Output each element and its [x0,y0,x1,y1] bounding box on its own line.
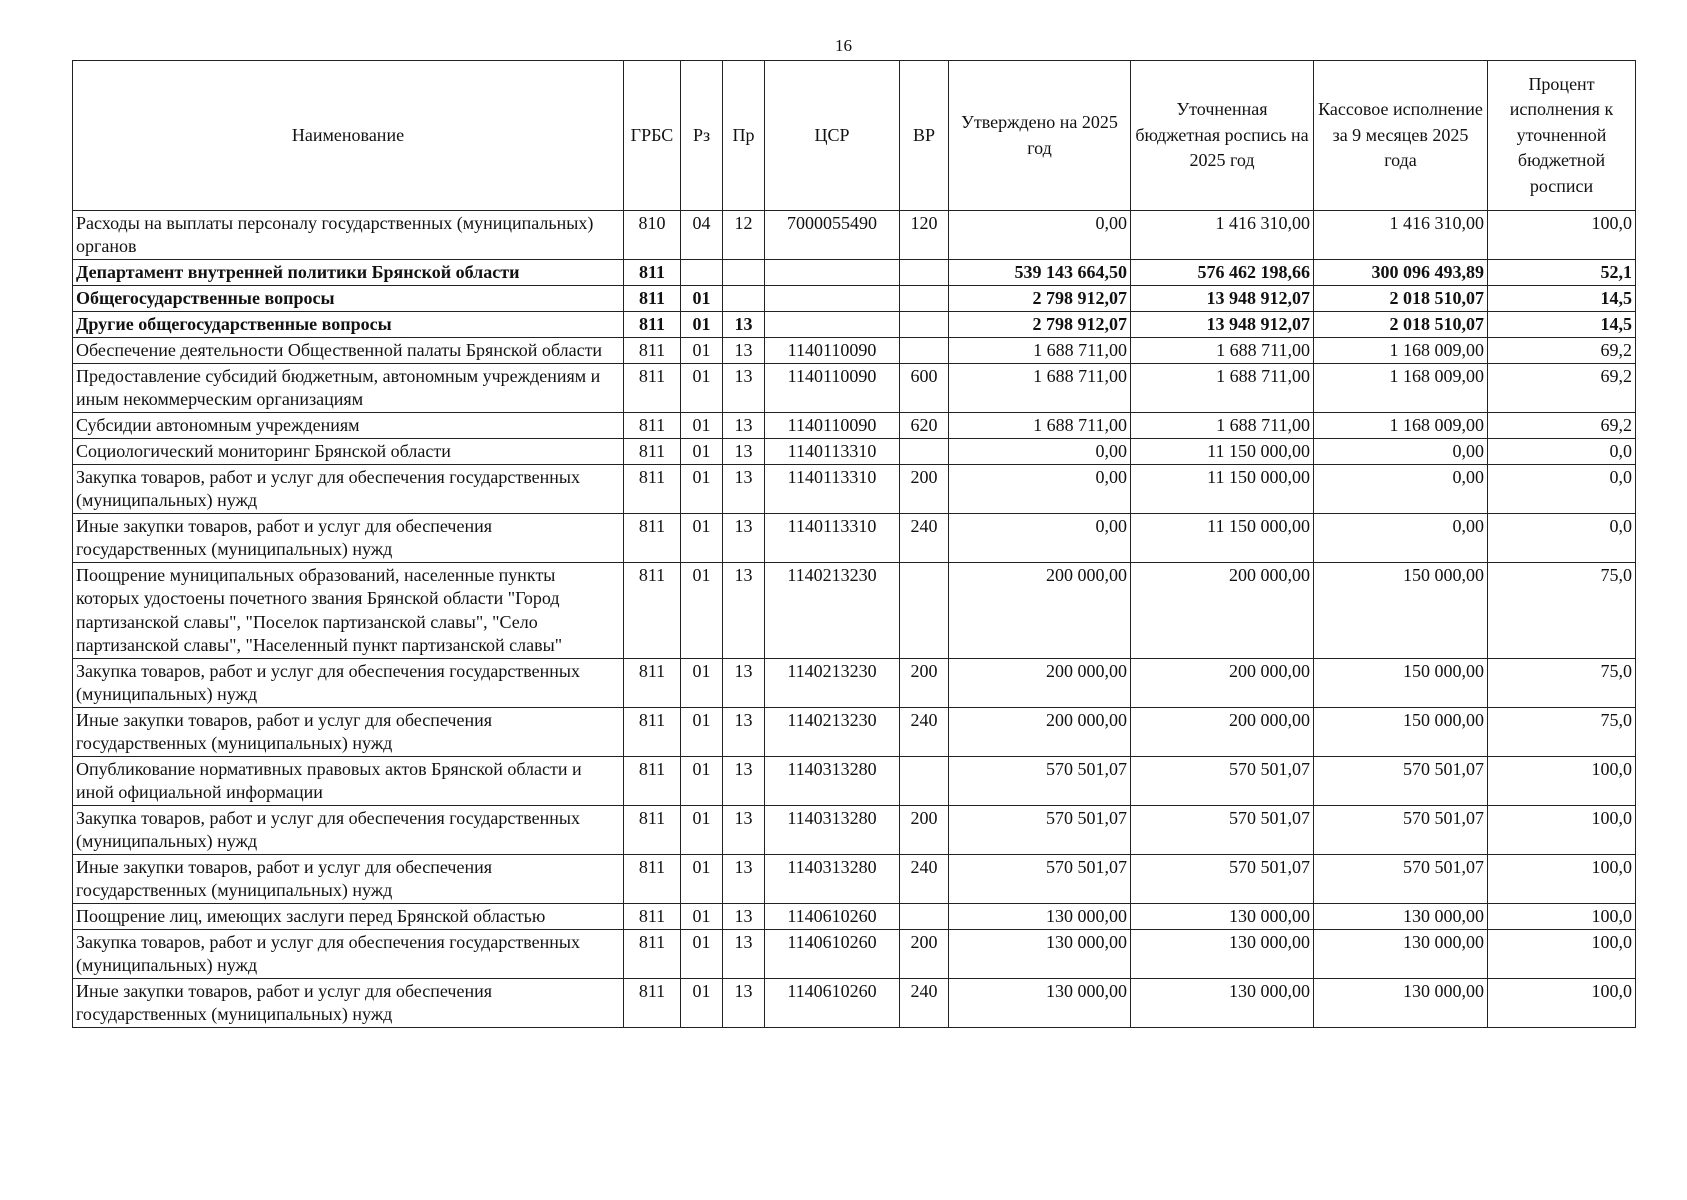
cell-refined: 1 416 310,00 [1131,211,1314,260]
cell-name: Иные закупки товаров, работ и услуг для обеспечения государственных (муниципальных) нужд [73,978,624,1027]
cell-approved: 2 798 912,07 [949,286,1131,312]
cell-name: Иные закупки товаров, работ и услуг для обеспечения государственных (муниципальных) нужд [73,514,624,563]
table-row [73,260,1636,286]
cell-grbs: 811 [624,312,681,338]
table-row [73,978,1636,1027]
cell-vr: 240 [900,514,949,563]
cell-name: Общегосударственные вопросы [73,286,624,312]
cell-name: Иные закупки товаров, работ и услуг для обеспечения государственных (муниципальных) нужд [73,707,624,756]
cell-percent: 14,5 [1488,312,1636,338]
cell-csr: 1140313280 [765,805,900,854]
cell-pr: 13 [723,756,765,805]
cell-pr: 13 [723,514,765,563]
cell-approved: 570 501,07 [949,756,1131,805]
cell-rz: 01 [681,514,723,563]
header-rz: Рз [681,61,723,211]
cell-cash: 570 501,07 [1314,756,1488,805]
cell-approved: 0,00 [949,514,1131,563]
table-row [73,563,1636,658]
cell-approved: 130 000,00 [949,929,1131,978]
cell-refined: 200 000,00 [1131,658,1314,707]
cell-approved: 200 000,00 [949,658,1131,707]
cell-csr: 1140113310 [765,439,900,465]
cell-refined: 13 948 912,07 [1131,286,1314,312]
cell-grbs: 811 [624,929,681,978]
cell-pr: 13 [723,903,765,929]
cell-pr: 13 [723,465,765,514]
cell-grbs: 811 [624,854,681,903]
cell-vr: 200 [900,465,949,514]
table-row [73,756,1636,805]
header-grbs: ГРБС [624,61,681,211]
cell-vr: 240 [900,978,949,1027]
cell-cash: 300 096 493,89 [1314,260,1488,286]
cell-rz: 01 [681,286,723,312]
header-cash: Кассовое исполнение за 9 месяцев 2025 года [1314,61,1488,211]
cell-pr: 13 [723,854,765,903]
cell-name: Закупка товаров, работ и услуг для обеспечения государственных (муниципальных) нужд [73,658,624,707]
table-row [73,514,1636,563]
table-row [73,929,1636,978]
cell-cash: 1 168 009,00 [1314,338,1488,364]
cell-cash: 0,00 [1314,439,1488,465]
cell-name: Опубликование нормативных правовых актов Брянской области и иной официальной информации [73,756,624,805]
cell-pr [723,286,765,312]
cell-grbs: 811 [624,978,681,1027]
header-name: Наименование [73,61,624,211]
cell-pr: 13 [723,978,765,1027]
cell-grbs: 811 [624,260,681,286]
cell-vr: 620 [900,413,949,439]
budget-table [72,60,1636,1028]
cell-csr: 1140113310 [765,514,900,563]
cell-approved: 1 688 711,00 [949,338,1131,364]
cell-rz: 01 [681,929,723,978]
cell-cash: 2 018 510,07 [1314,286,1488,312]
cell-rz: 01 [681,563,723,658]
cell-pr: 13 [723,929,765,978]
cell-approved: 0,00 [949,211,1131,260]
cell-approved: 200 000,00 [949,707,1131,756]
cell-refined: 13 948 912,07 [1131,312,1314,338]
cell-grbs: 810 [624,211,681,260]
cell-refined: 1 688 711,00 [1131,364,1314,413]
table-row [73,707,1636,756]
cell-name: Закупка товаров, работ и услуг для обеспечения государственных (муниципальных) нужд [73,465,624,514]
cell-vr: 200 [900,658,949,707]
cell-refined: 130 000,00 [1131,929,1314,978]
cell-csr: 1140110090 [765,413,900,439]
cell-approved: 0,00 [949,465,1131,514]
cell-percent: 0,0 [1488,439,1636,465]
cell-cash: 150 000,00 [1314,658,1488,707]
cell-pr: 13 [723,707,765,756]
cell-cash: 130 000,00 [1314,978,1488,1027]
cell-percent: 69,2 [1488,338,1636,364]
cell-pr: 13 [723,439,765,465]
cell-percent: 100,0 [1488,211,1636,260]
cell-refined: 11 150 000,00 [1131,514,1314,563]
table-row [73,658,1636,707]
cell-vr: 200 [900,805,949,854]
cell-name: Другие общегосударственные вопросы [73,312,624,338]
cell-approved: 1 688 711,00 [949,413,1131,439]
cell-name: Закупка товаров, работ и услуг для обеспечения государственных (муниципальных) нужд [73,929,624,978]
table-row [73,364,1636,413]
cell-csr: 1140213230 [765,707,900,756]
cell-rz: 01 [681,978,723,1027]
cell-percent: 14,5 [1488,286,1636,312]
cell-percent: 100,0 [1488,929,1636,978]
cell-rz: 01 [681,756,723,805]
header-approved: Утверждено на 2025 год [949,61,1131,211]
cell-cash: 2 018 510,07 [1314,312,1488,338]
cell-csr [765,286,900,312]
cell-approved: 1 688 711,00 [949,364,1131,413]
cell-grbs: 811 [624,514,681,563]
cell-percent: 75,0 [1488,658,1636,707]
table-row [73,465,1636,514]
cell-approved: 539 143 664,50 [949,260,1131,286]
cell-approved: 130 000,00 [949,978,1131,1027]
cell-grbs: 811 [624,465,681,514]
cell-name: Субсидии автономным учреждениям [73,413,624,439]
cell-cash: 0,00 [1314,514,1488,563]
cell-name: Поощрение лиц, имеющих заслуги перед Брянской областью [73,903,624,929]
cell-rz: 04 [681,211,723,260]
cell-csr: 1140610260 [765,929,900,978]
cell-vr: 120 [900,211,949,260]
cell-refined: 1 688 711,00 [1131,338,1314,364]
cell-grbs: 811 [624,658,681,707]
cell-percent: 52,1 [1488,260,1636,286]
table-row [73,903,1636,929]
cell-vr [900,563,949,658]
cell-grbs: 811 [624,364,681,413]
cell-rz: 01 [681,854,723,903]
cell-percent: 75,0 [1488,563,1636,658]
cell-rz: 01 [681,658,723,707]
cell-approved: 570 501,07 [949,805,1131,854]
cell-rz: 01 [681,465,723,514]
cell-pr: 12 [723,211,765,260]
cell-percent: 69,2 [1488,413,1636,439]
cell-csr: 1140213230 [765,563,900,658]
cell-name: Поощрение муниципальных образований, населенные пункты которых удостоены почетного звания Брянской области "Город партизанской славы", "Поселок партизанской славы", "Село партизанской славы", "Населенный пункт партизанской славы" [73,563,624,658]
cell-rz: 01 [681,903,723,929]
cell-csr: 7000055490 [765,211,900,260]
table-row [73,211,1636,260]
cell-rz [681,260,723,286]
cell-pr [723,260,765,286]
cell-rz: 01 [681,413,723,439]
cell-refined: 1 688 711,00 [1131,413,1314,439]
cell-rz: 01 [681,312,723,338]
cell-percent: 0,0 [1488,465,1636,514]
cell-name: Предоставление субсидий бюджетным, автономным учреждениям и иным некоммерческим организациям [73,364,624,413]
cell-refined: 570 501,07 [1131,805,1314,854]
cell-percent: 100,0 [1488,805,1636,854]
page-number: 16 [835,36,852,55]
cell-grbs: 811 [624,286,681,312]
table-row [73,805,1636,854]
cell-csr: 1140313280 [765,756,900,805]
cell-approved: 130 000,00 [949,903,1131,929]
cell-percent: 100,0 [1488,978,1636,1027]
cell-pr: 13 [723,658,765,707]
cell-vr: 240 [900,707,949,756]
cell-refined: 200 000,00 [1131,563,1314,658]
cell-grbs: 811 [624,439,681,465]
cell-approved: 2 798 912,07 [949,312,1131,338]
table-row [73,312,1636,338]
cell-cash: 130 000,00 [1314,903,1488,929]
cell-vr: 200 [900,929,949,978]
cell-cash: 570 501,07 [1314,805,1488,854]
cell-refined: 576 462 198,66 [1131,260,1314,286]
cell-percent: 100,0 [1488,756,1636,805]
table-row [73,286,1636,312]
cell-name: Департамент внутренней политики Брянской области [73,260,624,286]
cell-grbs: 811 [624,903,681,929]
cell-csr: 1140110090 [765,338,900,364]
header-row [73,61,1636,211]
cell-grbs: 811 [624,338,681,364]
cell-vr: 240 [900,854,949,903]
cell-vr [900,338,949,364]
cell-vr: 600 [900,364,949,413]
cell-rz: 01 [681,364,723,413]
cell-cash: 1 168 009,00 [1314,413,1488,439]
cell-rz: 01 [681,707,723,756]
cell-cash: 570 501,07 [1314,854,1488,903]
cell-csr: 1140313280 [765,854,900,903]
table-row [73,439,1636,465]
header-percent: Процент исполнения к уточненной бюджетной росписи [1488,61,1636,211]
cell-csr: 1140213230 [765,658,900,707]
cell-percent: 69,2 [1488,364,1636,413]
cell-approved: 0,00 [949,439,1131,465]
table-row [73,854,1636,903]
cell-name: Закупка товаров, работ и услуг для обеспечения государственных (муниципальных) нужд [73,805,624,854]
cell-rz: 01 [681,338,723,364]
cell-vr [900,756,949,805]
cell-refined: 200 000,00 [1131,707,1314,756]
cell-cash: 150 000,00 [1314,707,1488,756]
cell-refined: 130 000,00 [1131,978,1314,1027]
cell-approved: 200 000,00 [949,563,1131,658]
table-row [73,413,1636,439]
cell-name: Иные закупки товаров, работ и услуг для обеспечения государственных (муниципальных) нужд [73,854,624,903]
cell-percent: 100,0 [1488,903,1636,929]
cell-refined: 570 501,07 [1131,854,1314,903]
cell-refined: 11 150 000,00 [1131,465,1314,514]
header-vr: ВР [900,61,949,211]
cell-rz: 01 [681,439,723,465]
cell-csr: 1140610260 [765,903,900,929]
cell-name: Социологический мониторинг Брянской области [73,439,624,465]
cell-refined: 130 000,00 [1131,903,1314,929]
cell-pr: 13 [723,364,765,413]
cell-csr: 1140610260 [765,978,900,1027]
cell-grbs: 811 [624,707,681,756]
cell-pr: 13 [723,563,765,658]
cell-csr [765,260,900,286]
cell-csr: 1140110090 [765,364,900,413]
cell-pr: 13 [723,338,765,364]
cell-grbs: 811 [624,413,681,439]
cell-vr [900,903,949,929]
cell-pr: 13 [723,312,765,338]
cell-percent: 0,0 [1488,514,1636,563]
cell-grbs: 811 [624,563,681,658]
cell-vr [900,260,949,286]
header-refined: Уточненная бюджетная роспись на 2025 год [1131,61,1314,211]
header-pr: Пр [723,61,765,211]
cell-grbs: 811 [624,805,681,854]
cell-cash: 130 000,00 [1314,929,1488,978]
cell-vr [900,312,949,338]
header-csr: ЦСР [765,61,900,211]
cell-cash: 150 000,00 [1314,563,1488,658]
cell-refined: 11 150 000,00 [1131,439,1314,465]
cell-approved: 570 501,07 [949,854,1131,903]
table-body [73,211,1636,1028]
table-row [73,338,1636,364]
cell-csr [765,312,900,338]
cell-percent: 75,0 [1488,707,1636,756]
cell-pr: 13 [723,413,765,439]
cell-name: Обеспечение деятельности Общественной палаты Брянской области [73,338,624,364]
cell-cash: 0,00 [1314,465,1488,514]
cell-rz: 01 [681,805,723,854]
cell-csr: 1140113310 [765,465,900,514]
cell-refined: 570 501,07 [1131,756,1314,805]
cell-percent: 100,0 [1488,854,1636,903]
cell-cash: 1 416 310,00 [1314,211,1488,260]
cell-vr [900,439,949,465]
cell-pr: 13 [723,805,765,854]
cell-cash: 1 168 009,00 [1314,364,1488,413]
cell-grbs: 811 [624,756,681,805]
cell-vr [900,286,949,312]
cell-name: Расходы на выплаты персоналу государственных (муниципальных) органов [73,211,624,260]
